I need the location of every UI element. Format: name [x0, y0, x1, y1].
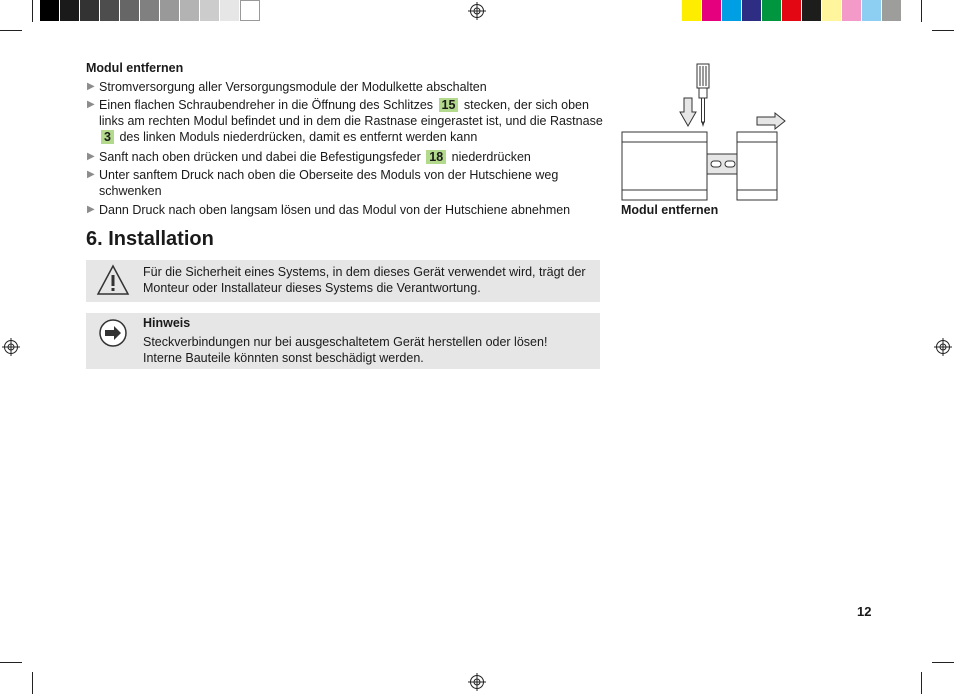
color-swatch	[160, 0, 180, 21]
reference-badge: 3	[101, 130, 114, 144]
list-item-text: Unter sanftem Druck nach oben die Oberseite des Moduls von der Hutschiene weg schwenken	[99, 168, 559, 198]
crop-mark	[932, 662, 954, 663]
left-module	[622, 132, 707, 200]
figure-caption: Modul entfernen	[621, 203, 719, 217]
crop-mark	[0, 30, 22, 31]
color-swatch	[100, 0, 120, 21]
color-swatch	[180, 0, 200, 21]
arrow-down-icon	[680, 98, 696, 126]
list-item-text: stecken, der sich oben links am rechten Modul befindet und in dem die Rastnase eingerastet ist, und die Rastnase	[99, 98, 603, 128]
registration-mark-icon	[934, 338, 952, 356]
color-swatch	[60, 0, 80, 21]
list-item-text: Stromversorgung aller Versorgungsmodule der Modulkette abschalten	[99, 80, 487, 94]
color-swatch	[80, 0, 100, 21]
section-subtitle: Modul entfernen	[86, 61, 184, 75]
crop-mark	[921, 672, 922, 694]
list-item-text: niederdrücken	[451, 150, 531, 164]
color-swatch	[722, 0, 742, 21]
reference-badge: 18	[426, 150, 446, 164]
crop-mark	[32, 0, 33, 22]
bullet-arrow-icon: ▶	[87, 151, 95, 162]
note-text: Steckverbindungen nur bei ausgeschaltetem Gerät herstellen oder lösen! Interne Bauteile könnten sonst beschädigt werden.	[143, 335, 548, 365]
color-swatch	[882, 0, 902, 21]
list-item	[87, 97, 604, 145]
color-swatch	[40, 0, 60, 21]
registration-mark-icon	[468, 673, 486, 691]
list-item-text: Sanft nach oben drücken und dabei die Befestigungsfeder	[99, 150, 421, 164]
registration-mark-icon	[2, 338, 20, 356]
module-removal-figure	[620, 62, 790, 202]
crop-mark	[0, 662, 22, 663]
color-swatch	[782, 0, 802, 21]
crop-mark	[921, 0, 922, 22]
din-rail	[707, 154, 737, 174]
list-item-text: Dann Druck nach oben langsam lösen und das Modul von der Hutschiene abnehmen	[99, 203, 571, 217]
list-item-text: des linken Moduls niederdrücken, damit es entfernt werden kann	[119, 130, 478, 144]
page-title: 6. Installation	[86, 228, 214, 250]
list-item	[87, 167, 594, 199]
crop-mark	[32, 672, 33, 694]
warning-triangle-icon	[96, 264, 130, 296]
list-item	[87, 202, 619, 218]
color-swatch	[742, 0, 762, 21]
list-item	[87, 79, 619, 95]
bullet-arrow-icon: ▶	[87, 169, 95, 180]
warning-text: Für die Sicherheit eines Systems, in dem dieses Gerät verwendet wird, trägt der Monteur oder Installateur dieses Systems die Verantwortung.	[143, 265, 586, 295]
color-swatch	[762, 0, 782, 21]
right-module	[737, 132, 777, 200]
list-item	[87, 149, 619, 165]
page-number: 12	[857, 604, 872, 619]
warning-box	[86, 260, 600, 302]
arrow-right-icon	[757, 113, 785, 129]
color-swatch	[802, 0, 822, 21]
color-calibration-bar	[682, 0, 902, 21]
bullet-arrow-icon: ▶	[87, 99, 95, 110]
note-title: Hinweis	[143, 316, 191, 330]
note-box	[86, 313, 600, 369]
color-swatch	[682, 0, 702, 21]
gray-calibration-bar	[40, 0, 260, 21]
color-swatch	[220, 0, 240, 21]
bullet-arrow-icon: ▶	[87, 81, 95, 92]
arrow-circle-icon	[98, 318, 128, 348]
screwdriver-icon	[697, 64, 709, 127]
reference-badge: 15	[439, 98, 459, 112]
list-item-text: Einen flachen Schraubendreher in die Öffnung des Schlitzes	[99, 98, 434, 112]
color-swatch	[120, 0, 140, 21]
color-swatch	[702, 0, 722, 21]
color-swatch	[140, 0, 160, 21]
registration-mark-icon	[468, 2, 486, 20]
color-swatch	[862, 0, 882, 21]
crop-mark	[932, 30, 954, 31]
color-swatch	[842, 0, 862, 21]
color-swatch	[822, 0, 842, 21]
color-swatch	[240, 0, 260, 21]
bullet-arrow-icon: ▶	[87, 204, 95, 215]
color-swatch	[200, 0, 220, 21]
